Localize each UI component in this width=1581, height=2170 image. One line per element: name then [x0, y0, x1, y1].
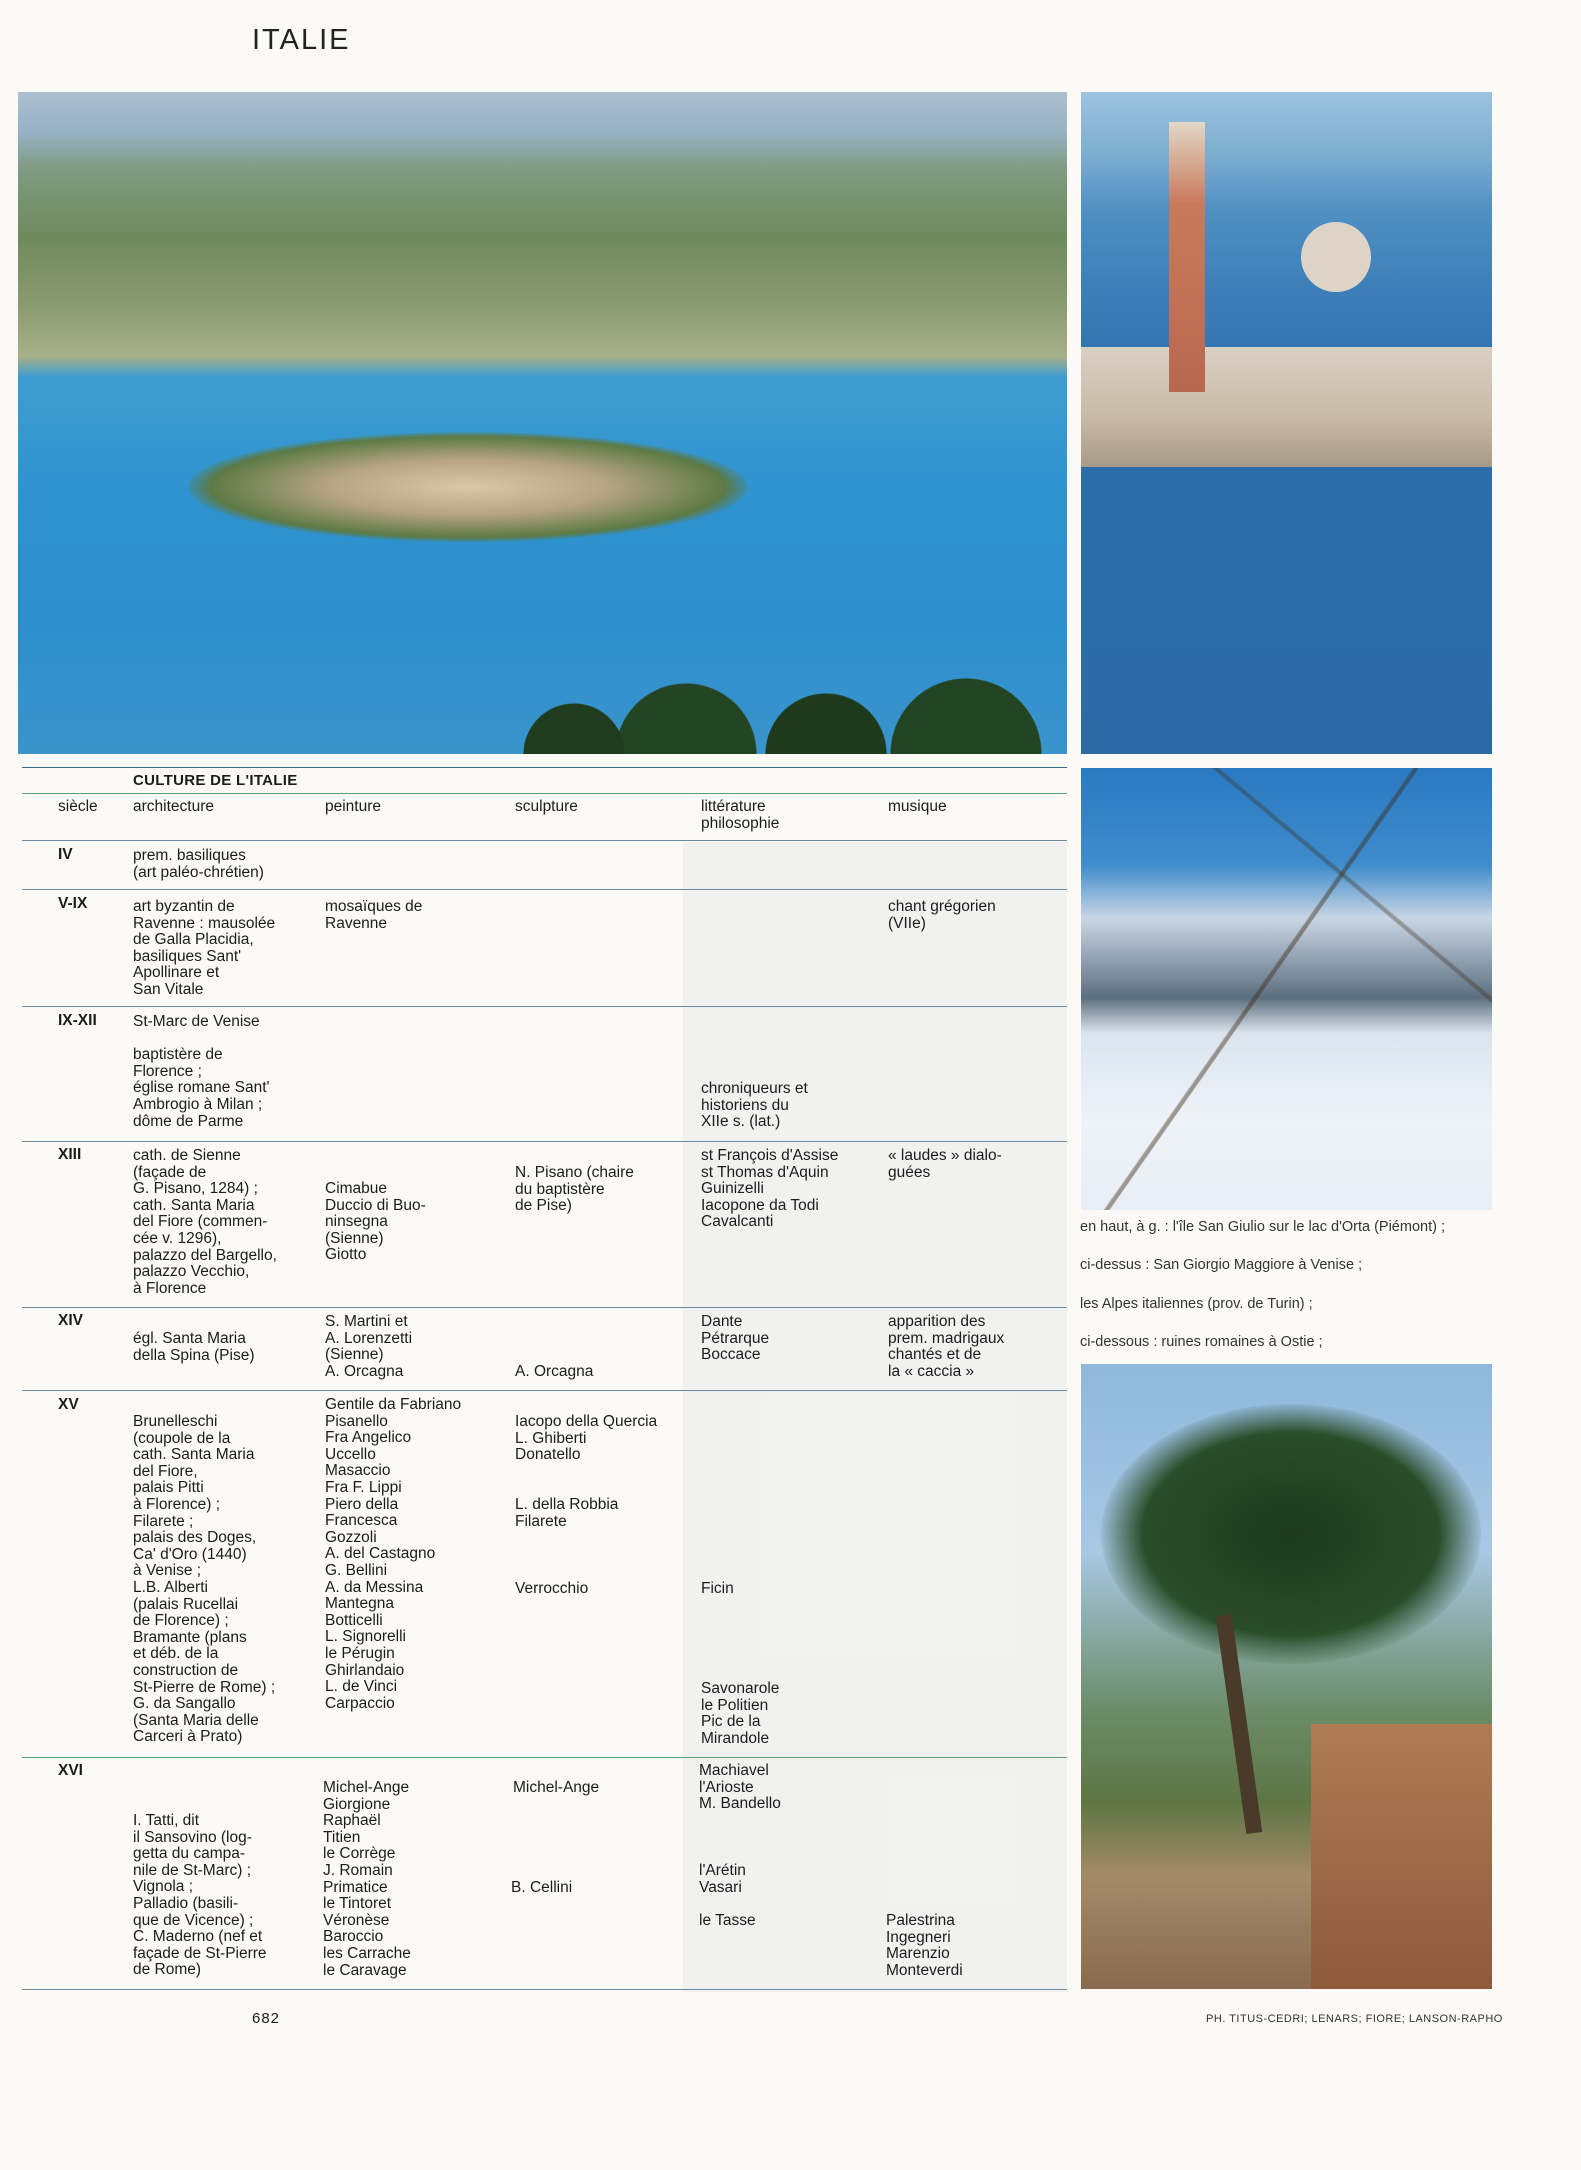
cell-sculpture: N. Pisano (chaire du baptistère de Pise) — [515, 1164, 634, 1215]
column-header-peinture: peinture — [325, 798, 382, 815]
lake-orta-photo — [18, 92, 1067, 754]
table-shaded-area — [683, 842, 1067, 1992]
cell-architecture: art byzantin de Ravenne : mausolée de Galla Placidia, basiliques Sant' Apollinare et San Vitale — [133, 898, 276, 998]
cell-litterature: Savonarole le Politien Pic de la Mirandole — [701, 1680, 780, 1747]
bell-tower-shape — [1169, 122, 1205, 392]
cell-sculpture: Michel-Ange — [513, 1779, 600, 1796]
trees-shape — [518, 634, 1067, 754]
photo-credits: PH. TITUS-CEDRI; LENARS; FIORE; LANSON-RAPHO — [1206, 2013, 1503, 2025]
island-shape — [188, 432, 748, 542]
table-rule — [22, 793, 1067, 794]
ruin-wall-shape — [1311, 1724, 1492, 1989]
cell-musique: apparition des prem. madrigaux chantés et de la « caccia » — [888, 1313, 1005, 1380]
caption-ostie: ci-dessous : ruines romaines à Ostie ; — [1080, 1334, 1323, 1350]
column-header-siecle: siècle — [58, 798, 98, 815]
cell-peinture: S. Martini et A. Lorenzetti (Sienne) A. Orcagna — [325, 1313, 413, 1380]
table-rule — [22, 1390, 1067, 1391]
table-rule — [22, 1757, 1067, 1758]
caption-orta: en haut, à g. : l'île San Giulio sur le lac d'Orta (Piémont) ; — [1080, 1219, 1445, 1235]
cell-litterature: Machiavel l'Arioste M. Bandello — [699, 1762, 781, 1813]
pine-canopy-shape — [1101, 1404, 1481, 1664]
cell-litterature: le Tasse — [699, 1912, 756, 1929]
caption-venise: ci-dessus : San Giorgio Maggiore à Venise ; — [1080, 1257, 1363, 1273]
row-siecle: XV — [58, 1396, 79, 1413]
row-siecle: XIV — [58, 1312, 83, 1329]
cell-architecture: égl. Santa Maria della Spina (Pise) — [133, 1330, 255, 1364]
cell-peinture: Michel-Ange Giorgione Raphaël Titien le Corrège J. Romain Primatice le Tintoret Véronèse Baroccio les Carrache le Caravage — [323, 1779, 411, 1979]
cell-sculpture: Iacopo della Quercia L. Ghiberti Donatello — [515, 1413, 658, 1464]
cell-architecture: I. Tatti, dit il Sansovino (log- getta du campa- nile de St-Marc) ; Vignola ; Palladio (basili- que de Vicence) ; C. Maderno (nef et façade de St-Pierre de Rome) — [133, 1812, 267, 1979]
cell-sculpture: A. Orcagna — [515, 1363, 594, 1380]
dome-shape — [1301, 222, 1371, 292]
row-siecle: IV — [58, 846, 73, 863]
page-number: 682 — [252, 2010, 281, 2027]
column-header-architecture: architecture — [133, 798, 214, 815]
table-title: CULTURE DE L'ITALIE — [133, 772, 298, 789]
cell-architecture: prem. basiliques (art paléo-chrétien) — [133, 847, 264, 881]
column-header-musique: musique — [888, 798, 947, 815]
row-siecle: V-IX — [58, 895, 88, 912]
cell-musique: Palestrina Ingegneri Marenzio Monteverdi — [886, 1912, 963, 1979]
cell-musique: chant grégorien (VIIe) — [888, 898, 996, 932]
cell-peinture: Cimabue Duccio di Buo- ninsegna (Sienne) Giotto — [325, 1180, 426, 1264]
row-siecle: XIII — [58, 1146, 82, 1163]
caption-alpes: les Alpes italiennes (prov. de Turin) ; — [1080, 1296, 1313, 1312]
table-rule — [22, 1141, 1067, 1142]
table-rule — [22, 767, 1067, 768]
table-rule — [22, 1307, 1067, 1308]
venice-photo — [1081, 92, 1492, 754]
cell-litterature: Ficin — [701, 1580, 734, 1597]
row-siecle: XVI — [58, 1762, 83, 1779]
branches-shape — [1081, 768, 1492, 1210]
table-rule — [22, 1006, 1067, 1007]
table-rule — [22, 840, 1067, 841]
cell-architecture: St-Marc de Venise baptistère de Florence ; église romane Sant' Ambrogio à Milan ; dôme de Parme — [133, 1013, 270, 1130]
cell-musique: « laudes » dialo- guées — [888, 1147, 1002, 1181]
cell-architecture: Brunelleschi (coupole de la cath. Santa Maria del Fiore, palais Pitti à Florence) ; Filarete ; palais des Doges, Ca' d'Oro (1440) à Venise ; L.B. Alberti (palais Rucellai de Florence) ; Bramante (plans et déb. de la construction de St-Pierre de Rome) ; G. da Sangallo (Santa Maria delle Carceri à Prato) — [133, 1413, 276, 1746]
church-building-shape — [1081, 347, 1492, 467]
alps-photo — [1081, 768, 1492, 1210]
cell-litterature: Dante Pétrarque Boccace — [701, 1313, 770, 1364]
cell-sculpture: Verrocchio — [515, 1580, 589, 1597]
row-siecle: IX-XII — [58, 1012, 97, 1029]
ostia-photo — [1081, 1364, 1492, 1989]
column-header-litterature: littérature philosophie — [701, 798, 780, 832]
table-rule — [22, 889, 1067, 890]
cell-sculpture: L. della Robbia Filarete — [515, 1496, 619, 1530]
cell-litterature: l'Arétin Vasari — [699, 1862, 746, 1896]
column-header-sculpture: sculpture — [515, 798, 578, 815]
cell-peinture: Gentile da Fabriano Pisanello Fra Angelico Uccello Masaccio Fra F. Lippi Piero della Francesca Gozzoli A. del Castagno G. Bellini A. da Messina Mantegna Botticelli L. Signorelli le Pérugin Ghirlandaio L. de Vinci Carpaccio — [325, 1396, 462, 1712]
cell-litterature: chroniqueurs et historiens du XIIe s. (lat.) — [701, 1080, 808, 1131]
cell-litterature: st François d'Assise st Thomas d'Aquin Guinizelli Iacopone da Todi Cavalcanti — [701, 1147, 839, 1231]
page-title: ITALIE — [252, 24, 351, 56]
cell-peinture: mosaïques de Ravenne — [325, 898, 423, 932]
cell-sculpture: B. Cellini — [511, 1879, 573, 1896]
table-rule — [22, 1989, 1067, 1990]
cell-architecture: cath. de Sienne (façade de G. Pisano, 1284) ; cath. Santa Maria del Fiore (commen- cée v. 1296), palazzo del Bargello, palazzo Vecchio, à Florence — [133, 1147, 277, 1297]
